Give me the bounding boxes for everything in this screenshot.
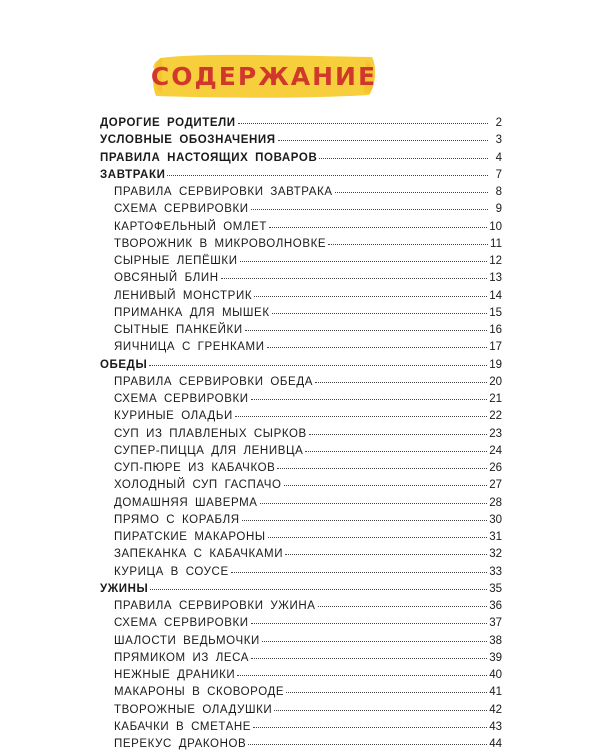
toc-entry-title: СЫТНЫЕ ПАНКЕЙКИ	[114, 324, 243, 336]
toc-entry-title: ПРЯМО С КОРАБЛЯ	[114, 513, 240, 526]
toc-entry[interactable]	[100, 443, 502, 460]
dot-leader	[272, 312, 488, 314]
toc-entry-title: ЗАВТРАКИ	[100, 168, 166, 181]
dot-leader	[254, 295, 487, 297]
toc-entry[interactable]	[100, 288, 502, 305]
dot-leader	[285, 553, 487, 555]
toc-entry[interactable]	[100, 702, 502, 719]
toc-entry-title: КАРТОФЕЛЬНЫЙ ОМЛЕТ	[114, 220, 267, 233]
dot-leader	[267, 346, 488, 348]
toc-entry-title: ПРАВИЛА СЕРВИРОВКИ ЗАВТРАКА	[114, 186, 333, 198]
toc-entry-title: ПИРАТСКИЕ МАКАРОНЫ	[114, 531, 266, 543]
toc-entry[interactable]	[100, 633, 502, 650]
toc-entry[interactable]	[100, 201, 502, 218]
toc-entry[interactable]	[100, 184, 502, 201]
toc-page-number: 24	[489, 444, 502, 457]
toc-entry-title: ПРАВИЛА СЕРВИРОВКИ ОБЕДА	[114, 375, 313, 388]
toc-entry[interactable]	[100, 408, 502, 425]
dot-leader	[278, 139, 488, 141]
toc-entry-title: СУП-ПЮРЕ ИЗ КАБАЧКОВ	[114, 462, 276, 474]
toc-page-number: 30	[489, 513, 502, 526]
toc-entry-title: УЖИНЫ	[100, 582, 149, 595]
toc-page-number: 16	[489, 324, 502, 336]
dot-leader	[274, 709, 487, 711]
toc-entry[interactable]	[100, 529, 502, 546]
toc-entry-title: УСЛОВНЫЕ ОБОЗНАЧЕНИЯ	[100, 134, 276, 147]
toc-page-number: 44	[489, 738, 502, 750]
toc-entry-title: СУПЕР-ПИЦЦА ДЛЯ ЛЕНИВЦА	[114, 444, 304, 457]
toc-entry-title: ПЕРЕКУС ДРАКОНОВ	[114, 738, 247, 750]
toc-entry-title: СЫРНЫЕ ЛЕПЁШКИ	[114, 255, 238, 267]
toc-page-number: 2	[495, 117, 502, 129]
toc-entry-title: ОБЕДЫ	[100, 358, 148, 371]
toc-entry[interactable]	[100, 322, 502, 339]
toc-entry-title: КАБАЧКИ В СМЕТАНЕ	[114, 720, 252, 733]
dot-leader	[284, 484, 488, 486]
dot-leader	[305, 450, 487, 452]
toc-entry-title: ДОМАШНЯЯ ШАВЕРМА	[114, 496, 258, 509]
toc-entry-title: ПРЯМИКОМ ИЗ ЛЕСА	[114, 651, 250, 664]
toc-entry[interactable]	[100, 512, 502, 529]
toc-page-number: 10	[489, 220, 502, 233]
dot-leader	[149, 364, 487, 366]
toc-entry-title: ТВОРОЖНЫЕ ОЛАДУШКИ	[114, 703, 273, 716]
toc-entry[interactable]	[100, 564, 502, 581]
toc-entry[interactable]	[100, 598, 502, 615]
toc-entry-title: МАКАРОНЫ В СКОВОРОДЕ	[114, 686, 285, 699]
dot-leader	[286, 691, 487, 693]
toc-entry-title: ОВСЯНЫЙ БЛИН	[114, 272, 219, 285]
toc-entry[interactable]	[100, 374, 502, 391]
toc-page-number: 8	[495, 186, 502, 198]
dot-leader	[251, 208, 488, 210]
toc-entry-title: ХОЛОДНЫЙ СУП ГАСПАЧО	[114, 479, 282, 492]
toc-section[interactable]	[100, 357, 502, 374]
toc-entry[interactable]	[100, 339, 502, 356]
toc-page-number: 40	[489, 669, 502, 681]
dot-leader	[242, 519, 488, 521]
toc-entry-title: ЗАПЕКАНКА С КАБАЧКАМИ	[114, 548, 284, 561]
toc-page-number: 14	[489, 289, 502, 302]
toc-entry-title: ТВОРОЖНИК В МИКРОВОЛНОВКЕ	[114, 237, 327, 250]
toc-page-number: 17	[489, 341, 502, 354]
toc-entry[interactable]	[100, 495, 502, 512]
toc-entry[interactable]	[100, 305, 502, 322]
dot-leader	[221, 277, 488, 279]
toc-entry-title: ПРИМАНКА ДЛЯ МЫШЕК	[114, 306, 270, 319]
toc-page-number: 20	[489, 375, 502, 388]
toc-section[interactable]	[100, 132, 502, 149]
dot-leader	[150, 588, 487, 590]
toc-entry-title: ЯИЧНИЦА С ГРЕНКАМИ	[114, 341, 265, 354]
toc-page-number: 42	[489, 703, 502, 716]
dot-leader	[319, 157, 488, 159]
toc-page-number: 22	[489, 410, 502, 423]
toc-entry-title: ЛЕНИВЫЙ МОНСТРИК	[114, 289, 253, 302]
dot-leader	[251, 657, 487, 659]
toc-page-number: 43	[489, 720, 502, 733]
toc-page-number: 33	[489, 565, 502, 578]
toc-entry-title: СХЕМА СЕРВИРОВКИ	[114, 617, 249, 630]
toc-page-number: 3	[495, 134, 502, 147]
toc-entry-title: НЕЖНЫЕ ДРАНИКИ	[114, 669, 236, 681]
toc-entry-title: ДОРОГИЕ РОДИТЕЛИ	[100, 117, 236, 129]
toc-page-number: 37	[489, 617, 502, 630]
toc-page-number: 9	[495, 203, 502, 216]
toc-page-number: 21	[489, 393, 502, 405]
dot-leader	[277, 467, 487, 469]
toc-entry[interactable]	[100, 477, 502, 494]
dot-leader	[328, 243, 488, 245]
toc-page-number: 41	[489, 686, 502, 699]
toc-page-number: 4	[495, 151, 502, 164]
toc-page-number: 38	[489, 634, 502, 647]
dot-leader	[318, 605, 488, 607]
dot-leader	[309, 433, 487, 435]
toc-entry[interactable]	[100, 650, 502, 667]
toc-entry[interactable]	[100, 719, 502, 736]
dot-leader	[167, 174, 488, 176]
page-title-banner	[150, 52, 378, 100]
toc-entry[interactable]	[100, 667, 502, 684]
dot-leader	[245, 329, 488, 331]
dot-leader	[315, 381, 487, 383]
toc-entry[interactable]	[100, 426, 502, 443]
dot-leader	[238, 122, 488, 124]
dot-leader	[251, 622, 488, 624]
toc-entry-title: СУП ИЗ ПЛАВЛЕНЫХ СЫРКОВ	[114, 427, 307, 440]
toc-page-number: 28	[489, 496, 502, 509]
toc-entry[interactable]	[100, 546, 502, 563]
toc-page-number: 39	[489, 651, 502, 664]
toc-entry[interactable]	[100, 736, 502, 753]
toc-page-number: 27	[489, 479, 502, 492]
toc-page-number: 35	[489, 582, 502, 595]
dot-leader	[251, 398, 488, 400]
table-of-contents	[100, 115, 502, 753]
toc-page-number: 19	[489, 358, 502, 371]
toc-entry[interactable]	[100, 615, 502, 632]
toc-entry[interactable]	[100, 270, 502, 287]
dot-leader	[262, 640, 487, 642]
toc-entry-title: СХЕМА СЕРВИРОВКИ	[114, 393, 249, 405]
toc-section[interactable]	[100, 167, 502, 184]
toc-entry-title: КУРИЦА В СОУСЕ	[114, 565, 229, 578]
dot-leader	[269, 226, 487, 228]
toc-page-number: 11	[490, 237, 502, 250]
toc-entry[interactable]	[100, 391, 502, 408]
toc-section[interactable]	[100, 150, 502, 167]
toc-page-number: 23	[489, 427, 502, 440]
toc-entry-title: ПРАВИЛА СЕРВИРОВКИ УЖИНА	[114, 600, 316, 612]
toc-page-number: 32	[489, 548, 502, 561]
toc-entry[interactable]	[100, 460, 502, 477]
toc-page-number: 7	[495, 168, 502, 181]
toc-entry-title: ПРАВИЛА НАСТОЯЩИХ ПОВАРОВ	[100, 151, 318, 164]
toc-entry-title: СХЕМА СЕРВИРОВКИ	[114, 203, 249, 216]
dot-leader	[240, 260, 488, 262]
dot-leader	[335, 191, 488, 193]
toc-entry-title: ШАЛОСТИ ВЕДЬМОЧКИ	[114, 634, 260, 647]
toc-page-number: 13	[489, 272, 502, 285]
toc-page-number: 12	[489, 255, 502, 267]
toc-entry-title: КУРИНЫЕ ОЛАДЬИ	[114, 410, 233, 423]
toc-entry[interactable]	[100, 684, 502, 701]
toc-page-number: 15	[489, 306, 502, 319]
page-title: СОДЕРЖАНИЕ	[150, 61, 378, 91]
toc-page-number: 36	[489, 600, 502, 612]
dot-leader	[260, 502, 488, 504]
toc-page-number: 31	[489, 531, 502, 543]
dot-leader	[253, 726, 487, 728]
toc-section[interactable]	[100, 581, 502, 598]
dot-leader	[231, 571, 487, 573]
dot-leader	[248, 743, 487, 745]
toc-entry[interactable]	[100, 219, 502, 236]
dot-leader	[268, 536, 488, 538]
dot-leader	[237, 674, 487, 676]
toc-page-number: 26	[489, 462, 502, 474]
toc-entry[interactable]	[100, 253, 502, 270]
dot-leader	[235, 415, 487, 417]
toc-entry[interactable]	[100, 236, 502, 253]
toc-section[interactable]	[100, 115, 502, 132]
